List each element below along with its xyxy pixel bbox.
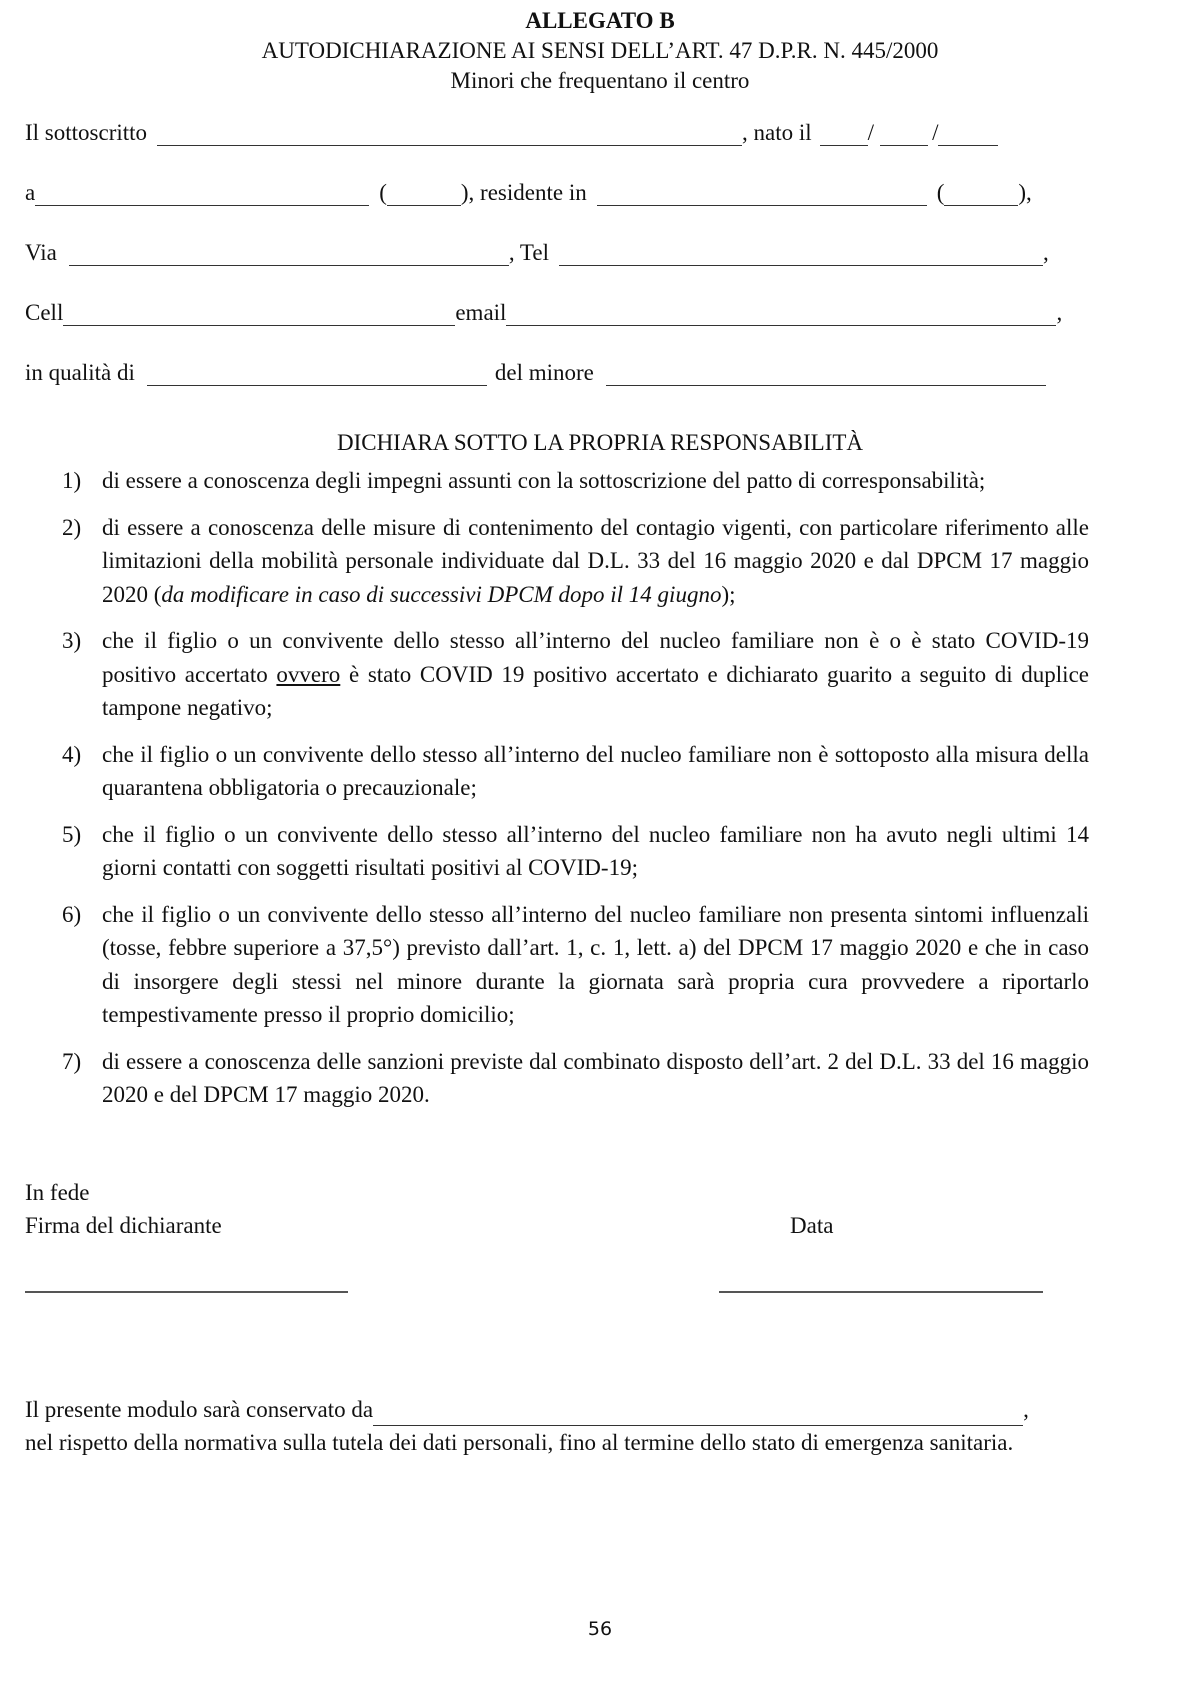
form-row-address (25, 240, 1089, 266)
form-row-role (25, 360, 1089, 386)
retention-line (25, 1393, 1089, 1426)
residente-label: ), residente in (460, 180, 587, 205)
nato-label: , nato il (742, 120, 812, 145)
item-number: 5) (62, 821, 82, 847)
item-text: che il figlio o un convivente dello stesso all’interno del nucleo familiare non presenta sintomi influenzali (tosse, febbre superiore a 37,5°) previsto dall’art. 1, c. 1, lett. a) del DPCM 17 maggio 2020 e che in caso di insorgere degli stessi nel minore durante la giornata sarà propria cura provvedere a riportarlo tempestivamente presso il proprio domicilio; (102, 901, 1089, 1027)
item-text: che il figlio o un convivente dello stesso all’interno del nucleo familiare non ha avuto negli ultimi 14 giorni contatti con soggetti risultati positivi al COVID-19; (102, 821, 1089, 880)
birthplace-field[interactable] (35, 185, 369, 206)
item-number: 6) (62, 901, 82, 927)
paren-open: ( (936, 180, 945, 205)
comma: , (1042, 240, 1049, 265)
qualita-field[interactable] (147, 365, 487, 386)
firma-label: Firma del dichiarante (25, 1213, 222, 1238)
document-title: ALLEGATO B (525, 8, 675, 33)
cell-field[interactable] (63, 305, 455, 326)
item-number: 7) (62, 1048, 82, 1074)
via-label: Via (25, 240, 57, 265)
sottoscritto-field[interactable] (157, 125, 742, 146)
declaration-item (25, 1045, 1089, 1112)
email-label: email (455, 300, 507, 325)
date-separator: / (867, 120, 875, 145)
declaration-heading: DICHIARA SOTTO LA PROPRIA RESPONSABILITÀ (336, 430, 864, 455)
via-field[interactable] (69, 245, 509, 266)
item-text: di essere a conoscenza delle sanzioni previste dal combinato disposto dell’art. 2 del D.L. 33 del 16 maggio 2020 e del DPCM 17 maggio 2020. (102, 1048, 1089, 1107)
comma: , (1056, 300, 1063, 325)
qualita-label: in qualità di (25, 360, 135, 385)
data-label: Data (790, 1213, 834, 1238)
minore-label: del minore (494, 360, 594, 385)
comma: , (1023, 1397, 1029, 1422)
item-text: di essere a conoscenza delle misure di contenimento del contagio vigenti, con particolare riferimento alle limitazioni della mobilità personale individuate dal D.L. 33 del 16 maggio 2020 e dal DPCM 17 maggio 2020 ( (102, 514, 1089, 607)
birth-month-field[interactable] (880, 125, 928, 146)
a-label: a (25, 180, 36, 205)
minore-field[interactable] (606, 365, 1046, 386)
birth-province-field[interactable] (387, 185, 461, 206)
retention-holder-field[interactable] (373, 1405, 1023, 1426)
date-separator: / (932, 120, 939, 145)
item-text: di essere a conoscenza degli impegni assunti con la sottoscrizione del patto di corresponsabilità; (102, 468, 986, 493)
cell-label: Cell (25, 300, 64, 325)
tel-label: , Tel (508, 240, 549, 265)
residence-province-field[interactable] (944, 185, 1018, 206)
declaration-item (25, 464, 1089, 498)
tel-field[interactable] (559, 245, 1043, 266)
form-row-name (25, 120, 1089, 146)
item-underlined-word: ovvero (276, 661, 341, 687)
page-number: 56 (587, 1618, 613, 1640)
birth-day-field[interactable] (820, 125, 868, 146)
in-fede-text: In fede (25, 1180, 90, 1205)
item-number: 4) (62, 741, 82, 767)
document-subtitle-minors: Minori che frequentano il centro (450, 68, 750, 93)
item-italic-note: da modificare in caso di successivi DPCM dopo il 14 giugno (161, 581, 722, 607)
form-row-contacts (25, 300, 1089, 326)
form-row-birthplace (25, 180, 1089, 206)
signature-field[interactable] (25, 1291, 348, 1293)
item-number: 3) (62, 628, 82, 653)
retention-text: nel rispetto della normativa sulla tutela dei dati personali, fino al termine dello stato di emergenza sanitaria. (25, 1430, 1014, 1455)
retention-label: Il presente modulo sarà conservato da (25, 1397, 374, 1422)
retention-note (25, 1393, 1089, 1459)
declaration-item (25, 898, 1089, 1032)
declaration-list (25, 464, 1089, 1125)
item-number: 1) (62, 468, 82, 493)
document-subtitle: AUTODICHIARAZIONE AI SENSI DELL’ART. 47 D.P.R. N. 445/2000 (261, 38, 939, 63)
declaration-item (25, 624, 1089, 725)
date-field[interactable] (719, 1291, 1043, 1293)
paren-close: ), (1018, 180, 1032, 205)
item-text: che il figlio o un convivente dello stesso all’interno del nucleo familiare non è o è stato COVID-19 positivo accertato (102, 628, 1089, 687)
declaration-item (25, 738, 1089, 805)
birth-year-field[interactable] (938, 125, 998, 146)
item-number: 2) (62, 514, 82, 540)
email-field[interactable] (506, 305, 1056, 326)
item-text-end: è stato COVID 19 positivo accertato e dichiarato guarito a seguito di duplice tampone negativo; (102, 661, 1089, 720)
declaration-item (25, 818, 1089, 885)
paren-open: ( (379, 180, 387, 205)
declaration-item (25, 511, 1089, 612)
item-text: che il figlio o un convivente dello stesso all’interno del nucleo familiare non è sottoposto alla misura della quarantena obbligatoria o precauzionale; (102, 741, 1089, 800)
item-text-end: ); (721, 581, 736, 607)
sottoscritto-label: Il sottoscritto (25, 120, 148, 145)
residence-field[interactable] (597, 185, 927, 206)
